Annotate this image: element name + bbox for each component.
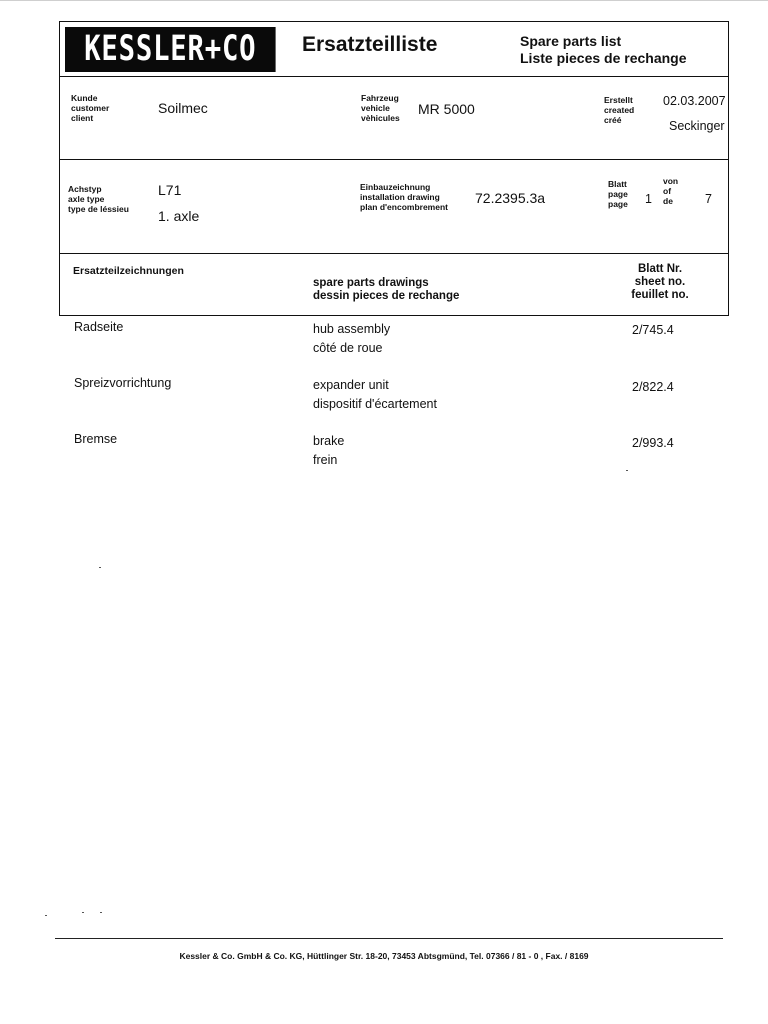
sheet-number-header: Blatt Nr. sheet no. feuillet no. — [631, 263, 689, 301]
row-en: hub assembly — [313, 322, 391, 336]
document-title: Ersatzteilliste — [302, 33, 438, 56]
created-labels: Erstellt created créé — [604, 95, 635, 125]
divider — [59, 76, 729, 77]
row-de: Radseite — [74, 320, 124, 334]
scan-speck — [99, 567, 101, 568]
footer-address: Kessler & Co. GmbH & Co. KG, Hüttlinger Str. 18-20, 73453 Abtsgmünd, Tel. 07366 / 81 - 0 , Fax. / 8169 — [179, 951, 589, 961]
vehicle-labels: Fahrzeug vehicle vèhicules — [361, 93, 400, 123]
vehicle-value: MR 5000 — [418, 101, 475, 117]
client-labels: Kunde customer client — [71, 93, 110, 123]
created-date: 02.03.2007 — [663, 94, 726, 108]
divider — [59, 159, 729, 160]
scan-speck — [82, 912, 84, 913]
scan-speck — [626, 470, 628, 471]
row-de: Spreizvorrichtung — [74, 376, 172, 390]
row-sheet: 2/745.4 — [632, 323, 674, 337]
divider — [59, 253, 729, 254]
subtitle-en: Spare parts list — [520, 33, 622, 49]
drawings-header-en: spare parts drawings — [313, 277, 429, 289]
row-fr: frein — [313, 453, 338, 467]
created-author: Seckinger — [669, 119, 725, 133]
drawings-header-de: Ersatzteilzeichnungen — [73, 265, 184, 277]
row-en: brake — [313, 434, 345, 448]
footer-divider — [55, 938, 723, 939]
row-de: Bremse — [74, 432, 118, 446]
page-total: 7 — [705, 192, 712, 206]
row-en: expander unit — [313, 378, 389, 392]
page-labels: Blatt page page — [608, 179, 628, 209]
row-sheet: 2/993.4 — [632, 436, 674, 450]
subtitle-fr: Liste pieces de rechange — [520, 50, 687, 66]
company-logo: KESSLER+CO — [65, 27, 276, 72]
page-value: 1 — [645, 192, 652, 206]
top-edge — [0, 0, 768, 1]
drawings-header-fr: dessin pieces de rechange — [313, 290, 460, 302]
axle-type-value: L71 — [158, 182, 182, 198]
row-sheet: 2/822.4 — [632, 380, 674, 394]
scan-speck — [45, 915, 47, 916]
axle-number-value: 1. axle — [158, 208, 200, 224]
client-value: Soilmec — [158, 100, 208, 116]
row-fr: côté de roue — [313, 341, 383, 355]
installation-value: 72.2395.3a — [475, 190, 546, 206]
of-labels: von of de — [663, 176, 679, 206]
scan-speck — [100, 912, 102, 913]
row-fr: dispositif d'écartement — [313, 397, 437, 411]
installation-labels: Einbauzeichnung installation drawing plan d'encombrement — [360, 182, 448, 212]
axle-labels: Achstyp axle type type de léssieu — [68, 184, 129, 214]
